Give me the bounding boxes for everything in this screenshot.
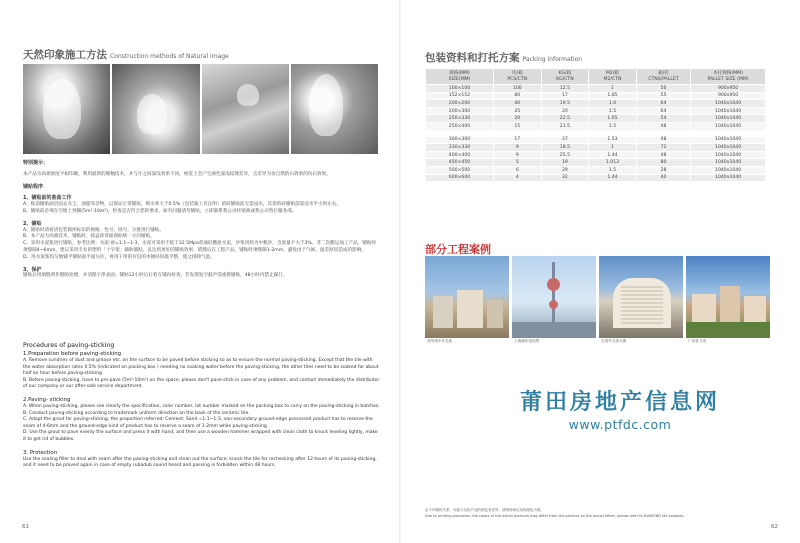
watermark-url: www.ptfdc.com xyxy=(568,417,672,432)
step2-d: D、用水泥浆均匀地铺平铺贴面平面压住，再用干净的有包的木锤轻轻敲平整，使之排除气泡。 xyxy=(23,254,215,260)
table-cell: 64 xyxy=(636,107,690,115)
packing-table-body xyxy=(426,85,766,182)
table-cell: 1.5 xyxy=(589,122,637,130)
column-header xyxy=(589,69,637,85)
table-cell: 20 xyxy=(541,107,589,115)
step2-a: A、铺贴时请看清包装箱所标识的规格、色号、批号，分批进行铺贴。 xyxy=(23,227,164,233)
table-cell: 1 xyxy=(589,85,637,93)
en-step2-title: 2.Paving- sticking xyxy=(23,396,71,403)
table-cell: 1040x1040 xyxy=(691,136,766,144)
table-cell: 17 xyxy=(541,92,589,100)
en-step1-a: A. Remove sundries of dust and grease etc. on the surface to be paved before sticking so as to ensure the normal paving-sticking. Except that the tile with the water absorption rates 0.5% (indicated on packing box ) needing no soaking water before the paving-sticking, the other tiles need to be soaked for about half an hour before paving-sticking. xyxy=(23,358,379,377)
project-photo xyxy=(686,256,770,338)
construction-title xyxy=(23,47,229,62)
project-caption: 广州富力湾 xyxy=(688,339,706,343)
table-cell: 12.5 xyxy=(541,85,589,93)
table-cell: 250×330 xyxy=(426,115,494,123)
page-number-left: 61 xyxy=(22,524,29,530)
column-header xyxy=(636,69,690,85)
special-tip-title: 特别提示： xyxy=(23,160,49,166)
table-cell: 25 xyxy=(494,107,542,115)
step3-title: 3、保护 xyxy=(23,266,42,273)
table-cell: 1.5 xyxy=(589,107,637,115)
table-cell: 100 xyxy=(494,85,542,93)
project-caption: 长春外交部大楼 xyxy=(601,339,627,343)
table-cell: 4 xyxy=(494,174,542,182)
packing-title-cn: 包装资料和打托方案 xyxy=(425,52,520,64)
procedure-heading: 铺贴程序 xyxy=(23,183,44,190)
table-cell: 1.85 xyxy=(589,92,637,100)
table-cell: 500×500 xyxy=(426,166,494,174)
en-step2-b: B. Conduct paving-sticking according to trademark uniform direction on the back of the ceramic tile. xyxy=(23,410,250,416)
project-caption: 西安城中东名苑 xyxy=(427,339,453,343)
table-cell: 330×330 xyxy=(426,144,494,152)
table-cell: 1.65 xyxy=(589,115,637,123)
column-header-en: CTNS/PALLET xyxy=(648,76,679,82)
table-cell: 300×300 xyxy=(426,136,494,144)
column-header-en: PALLET SIZE (MM) xyxy=(707,76,749,82)
column-header-en: SIZE(MM) xyxy=(448,76,471,82)
column-header xyxy=(541,69,589,85)
right-page xyxy=(401,0,800,543)
table-cell: 200×200 xyxy=(426,100,494,108)
table-cell: 20 xyxy=(494,115,542,123)
footnote-en: Due to printing processes, the colors of the actual products may differ from the pictures on the actual effect; please refer to DIAMOND tile samples. xyxy=(425,513,685,518)
table-row xyxy=(426,100,766,108)
table-cell: 25.5 xyxy=(541,151,589,159)
english-instructions xyxy=(23,341,381,470)
table-cell: 400×400 xyxy=(426,151,494,159)
table-cell: 152×152 xyxy=(426,92,494,100)
table-cell: 27 xyxy=(541,136,589,144)
table-row xyxy=(426,159,766,167)
en-step1-title: 1.Preparation before paving-sticking xyxy=(23,351,122,357)
column-header xyxy=(691,69,766,85)
cases-title: 部分工程案例 xyxy=(425,243,491,256)
table-cell: 1040x1040 xyxy=(691,107,766,115)
project-photo xyxy=(599,256,683,338)
table-cell: 1 xyxy=(589,144,637,152)
table-cell: 450×450 xyxy=(426,159,494,167)
project-caption: 上海浦东电视塔 xyxy=(514,339,540,343)
en-step3-text: Use the sealing filler to deal with seam after the paving-sticking and clean out the surface; knock the tile for rechecking after 12 hours of its paving-sticking, and it need to be proved again in case of empty rubadub sound heard and passing is forbidden within 48 hours. xyxy=(23,456,377,469)
construction-title-cn: 天然印象施工方法 xyxy=(23,49,107,61)
en-step1-b: B. Before paving-sticking, have to pre-pave (5m²-10m²) on the space, please don't pave-stick in case of any problem, and contact immediately the distributor of our company or our after-sale service department. xyxy=(23,377,380,390)
project-photo xyxy=(512,256,596,338)
column-header-en: PCS/CTN xyxy=(507,76,528,82)
table-cell: 72 xyxy=(636,144,690,152)
table-cell: 56 xyxy=(636,85,690,93)
table-cell: 1040x1040 xyxy=(691,174,766,182)
table-cell: 40 xyxy=(636,174,690,182)
packing-table-header xyxy=(426,69,766,85)
step1-a: A、贴前铺贴面层面去灰尘、油脂等杂物，以保证正常铺贴，吸水率大于0.5%（包装箱上有注明）的砖铺贴前无需浸水，其余的砖铺贴前需浸水半小时左右。 xyxy=(23,202,342,208)
table-row xyxy=(426,85,766,93)
construction-photo xyxy=(291,64,378,154)
table-cell: 250×400 xyxy=(426,122,494,130)
table-cell: 48 xyxy=(636,136,690,144)
table-cell: 28 xyxy=(636,166,690,174)
project-case xyxy=(512,256,596,343)
construction-photo-strip xyxy=(23,64,378,154)
table-cell: 1040x1040 xyxy=(691,122,766,130)
table-cell: 1040x1040 xyxy=(691,166,766,174)
step2-b: B、本产品为高端技术，铺贴时，按盒砖背面商标统一方向铺贴。 xyxy=(23,234,155,240)
left-page xyxy=(0,0,399,543)
table-cell: 1040x1040 xyxy=(691,144,766,152)
table-row xyxy=(426,122,766,130)
table-cell: 900x950 xyxy=(691,92,766,100)
packing-title-en: Packing information xyxy=(522,56,583,63)
table-cell: 54 xyxy=(636,115,690,123)
table-cell: 200×300 xyxy=(426,107,494,115)
table-row xyxy=(426,115,766,123)
table-cell: 600×600 xyxy=(426,174,494,182)
column-header-en: M2/CTN xyxy=(603,76,622,82)
table-cell: 48 xyxy=(636,151,690,159)
en-step2-c: C. Adopt the grout for paving-sticking, the proportion referred: Cement: Sand =1:1~1:3, non-secondary ground-edge processed product has to reserve the seam of 4-6mm and the ground-edge kind of product has to reserve a seam of 1-2mm while paving-sticking. xyxy=(23,417,373,429)
table-cell: 1.44 xyxy=(589,151,637,159)
table-cell: 55 xyxy=(636,92,690,100)
column-header xyxy=(426,69,494,85)
column-header-cn: 块/箱 xyxy=(511,70,523,76)
column-header-cn: KG/箱 xyxy=(558,70,572,76)
table-cell: 17 xyxy=(494,136,542,144)
project-case xyxy=(599,256,683,343)
table-cell: 32 xyxy=(541,174,589,182)
table-cell: 80 xyxy=(494,92,542,100)
table-cell: 1.53 xyxy=(589,136,637,144)
project-cases-strip xyxy=(425,256,770,343)
construction-photo xyxy=(112,64,199,154)
table-cell: 29 xyxy=(541,166,589,174)
construction-photo xyxy=(23,64,110,154)
table-cell: 48 xyxy=(636,122,690,130)
step1-title: 1、铺贴前的准备工作 xyxy=(23,195,72,202)
table-cell: 1040x1040 xyxy=(691,151,766,159)
table-cell: 15 xyxy=(494,122,542,130)
project-case xyxy=(425,256,509,343)
table-cell: 900x950 xyxy=(691,85,766,93)
chinese-instructions xyxy=(23,160,378,280)
en-step3-title: 3. Protection xyxy=(23,449,58,456)
table-row xyxy=(426,151,766,159)
table-cell: 19 xyxy=(541,159,589,167)
column-header-cn: 箱/托 xyxy=(658,70,669,76)
column-header-cn: M2/箱 xyxy=(605,70,619,76)
step3-text: 铺贴后用填缝剂作缝隙处理，并清理干净表面；铺贴12小时后后着在铺再检查，若发现发空鼓声需重新铺贴，48小时内禁止踩行。 xyxy=(23,273,288,279)
en-step2-d: D. Use the grout to pave evenly the surface and press it with hand, and then use a wooden hammer wrapped with clean cloth to knock leveling lightly, make it to get rid of bubbles. xyxy=(23,430,378,442)
table-cell: 9 xyxy=(494,144,542,152)
step2-title: 2、铺贴 xyxy=(23,220,42,227)
table-cell: 100×100 xyxy=(426,85,494,93)
table-cell: 18.5 xyxy=(541,144,589,152)
table-row xyxy=(426,136,766,144)
project-case xyxy=(686,256,770,343)
column-header-cn: 木托规格(MM) xyxy=(713,70,744,76)
table-cell: 80 xyxy=(636,159,690,167)
table-cell: 1040x1040 xyxy=(691,100,766,108)
table-cell: 40 xyxy=(494,100,542,108)
column-header-cn: 规格(MM) xyxy=(449,70,470,76)
construction-title-en: Construction methods of Natural image xyxy=(110,53,229,60)
footnote-cn: 由于印刷的关系，可能与实际产品的颜色有差异，请到现场以实物颜色为准。 xyxy=(425,508,544,512)
page-number-right: 62 xyxy=(771,524,778,530)
table-cell: 21.5 xyxy=(541,122,589,130)
table-row xyxy=(426,174,766,182)
step2-c: C、采用水泥浆进行铺贴，参考比例：水泥:砂=1:1~1:3，水泥可采用不低于32.5Mpa普通硅酸盐水泥，沙浆用料为中粗沙，含泥量不大于3%。非二次搬运加工产品，铺贴时须缝隙4~6mm，建议采用专业的塑料「十字架」辅助铺贴，以达到更好的铺贴效果，嵌缝后在工程产品，铺贴时须缝隙1-2mm，避免由于气候、温差原因造成的影响。 xyxy=(23,241,377,253)
project-photo xyxy=(425,256,509,338)
table-cell: 5 xyxy=(494,159,542,167)
column-header-en: KG/CTN xyxy=(556,76,574,82)
step1-b: B、铺贴前必须在空地上预铺(5m²-10m²)，检查是否符合您的要求，如有问题请勿铺贴，立即联系我公司经销商或我公司售后服务部。 xyxy=(23,208,297,214)
site-watermark xyxy=(480,385,760,432)
table-cell: 22.5 xyxy=(541,115,589,123)
table-cell: 64 xyxy=(636,100,690,108)
table-cell: 19.5 xyxy=(541,100,589,108)
construction-photo xyxy=(202,64,289,154)
table-cell: 1040x1040 xyxy=(691,159,766,167)
table-cell: 1.013 xyxy=(589,159,637,167)
table-row xyxy=(426,107,766,115)
packing-title xyxy=(425,50,582,65)
packing-table xyxy=(425,68,766,182)
en-step2-a: A. When paving-sticking, please see clearly the specification, color number, lot number marked on the packing box to carry on the paving-sticking in batches. xyxy=(23,403,380,409)
table-cell: 1.5 xyxy=(589,166,637,174)
en-procedures-title: Procedures of paving-sticking xyxy=(23,342,115,349)
table-cell: 9 xyxy=(494,151,542,159)
table-cell: 6 xyxy=(494,166,542,174)
special-tip-text: 本产品为高端密度平树印刷，利用最新的喷釉技术，并与片之间深浅效果不同，视觉上会产生颜色深浅纹理差异，且差异为仿自然的石效果的仿石效果。 xyxy=(23,171,331,177)
table-row xyxy=(426,92,766,100)
column-header xyxy=(494,69,542,85)
table-cell: 1.44 xyxy=(589,174,637,182)
table-row xyxy=(426,166,766,174)
table-cell: 1040x1040 xyxy=(691,115,766,123)
table-row xyxy=(426,144,766,152)
watermark-text: 莆田房地产信息网 xyxy=(519,390,720,415)
table-cell: 1.6 xyxy=(589,100,637,108)
printing-footnote xyxy=(425,508,775,519)
